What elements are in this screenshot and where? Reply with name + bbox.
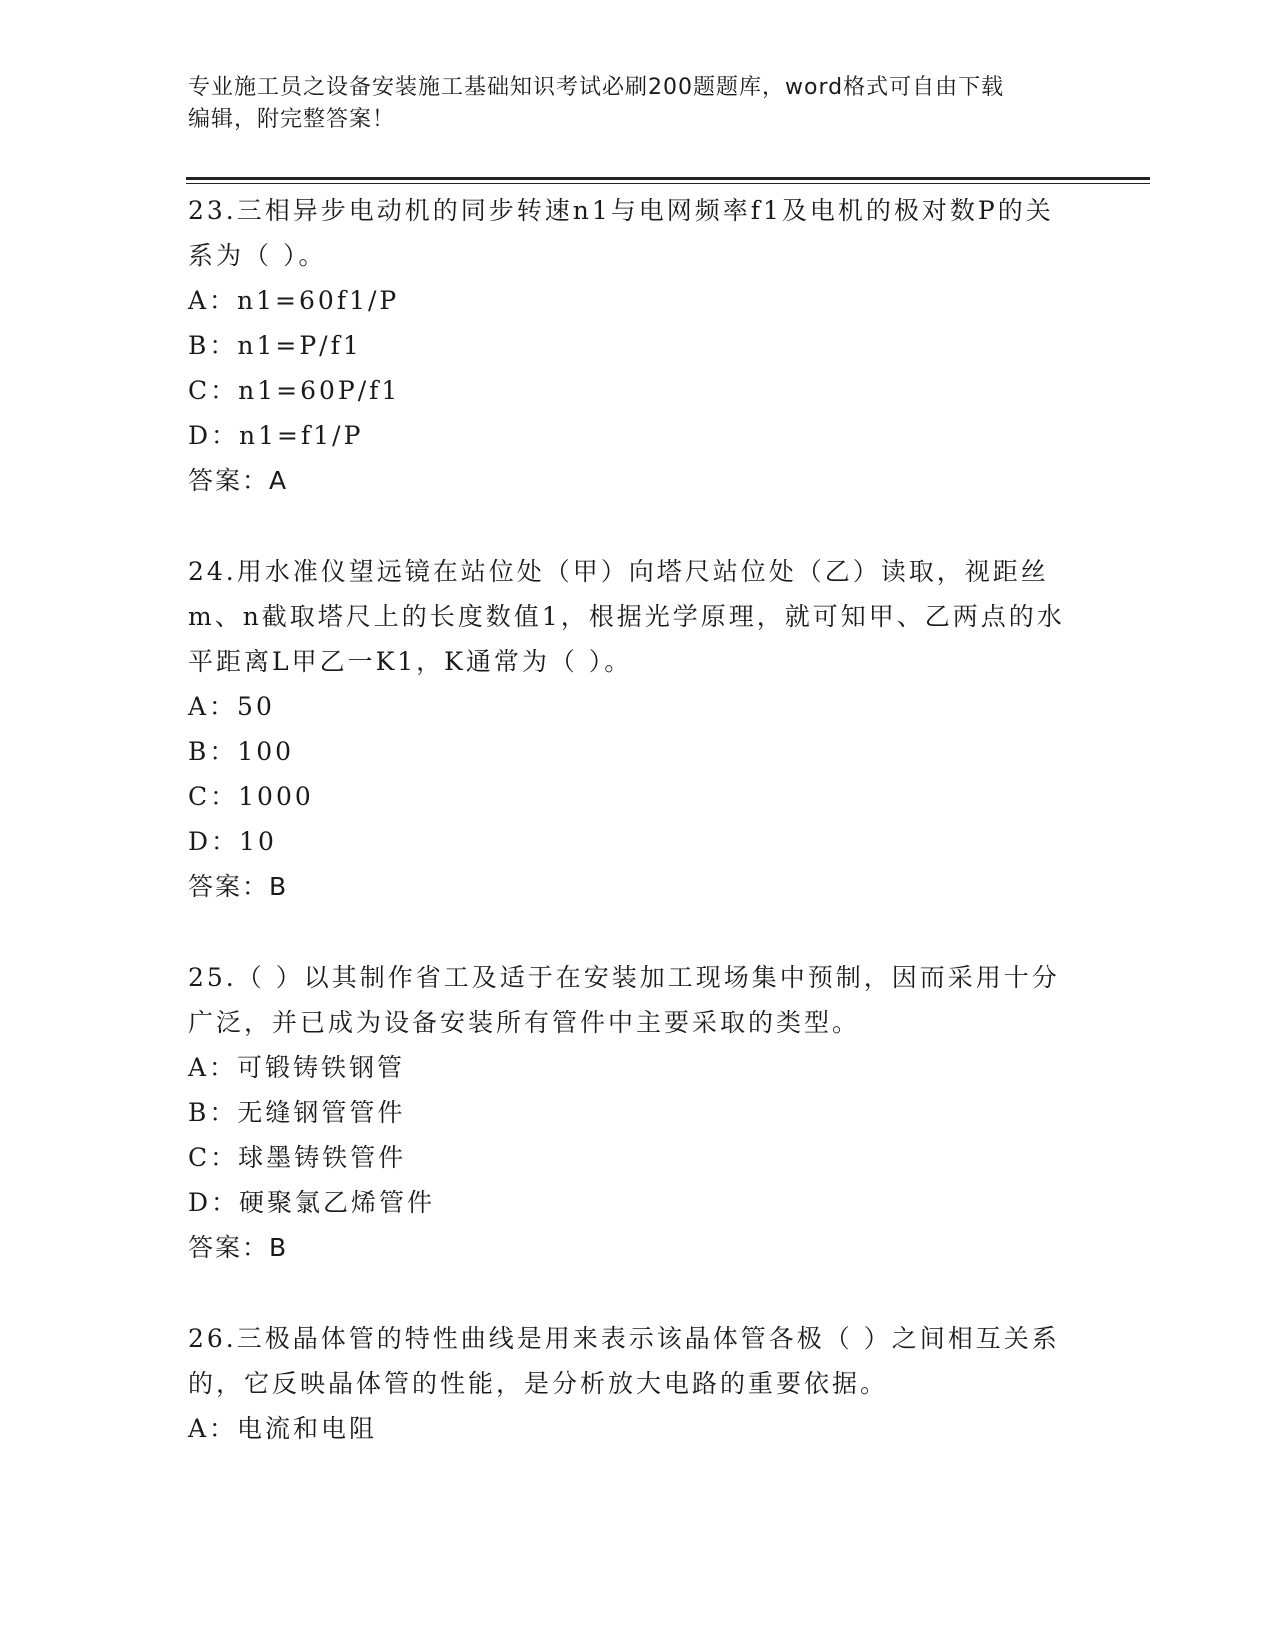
- option-c: C：1000: [188, 782, 314, 811]
- option-c: C：球墨铸铁管件: [188, 1143, 407, 1172]
- option-b: B：无缝钢管管件: [188, 1098, 406, 1127]
- question-23: [188, 188, 1078, 503]
- option-a: A：电流和电阻: [188, 1414, 378, 1443]
- header-divider-thick: [186, 177, 1150, 180]
- answer-line: 答案：B: [188, 1233, 289, 1262]
- document-header: [188, 72, 1068, 136]
- answer-line: 答案：B: [188, 872, 289, 901]
- option-b: B：100: [188, 737, 295, 766]
- question-stem: 26.三极晶体管的特性曲线是用来表示该晶体管各极（ ）之间相互关系的，它反映晶体管的性能，是分析放大电路的重要依据。: [188, 1324, 1060, 1398]
- question-stem: 24.用水准仪望远镜在站位处（甲）向塔尺站位处（乙）读取，视距丝m、n截取塔尺上的长度数值1，根据光学原理，就可知甲、乙两点的水平距离L甲乙一K1，K通常为（ ）。: [188, 557, 1065, 676]
- option-d: D：n1=f1/P: [188, 421, 364, 450]
- option-a: A：50: [188, 692, 275, 721]
- option-d: D：硬聚氯乙烯管件: [188, 1188, 436, 1217]
- option-a: A：n1=60f1/P: [188, 286, 400, 315]
- question-26: [188, 1316, 1078, 1451]
- option-d: D：10: [188, 827, 277, 856]
- question-25: [188, 955, 1078, 1270]
- header-title-line-2: 编辑，附完整答案！: [188, 107, 396, 132]
- header-divider-thin: [186, 183, 1150, 184]
- option-a: A：可锻铸铁钢管: [188, 1053, 406, 1082]
- question-stem: 25.（ ）以其制作省工及适于在安装加工现场集中预制，因而采用十分广泛，并已成为设备安装所有管件中主要采取的类型。: [188, 963, 1060, 1037]
- option-c: C：n1=60P/f1: [188, 376, 401, 405]
- question-stem: 23.三相异步电动机的同步转速n1与电网频率f1及电机的极对数P的关系为（ ）。: [188, 196, 1054, 270]
- header-title-line-1: 专业施工员之设备安装施工基础知识考试必刷200题题库，word格式可自由下载: [188, 75, 1005, 100]
- question-list: [188, 188, 1078, 1497]
- answer-line: 答案：A: [188, 466, 289, 495]
- question-24: [188, 549, 1078, 909]
- option-b: B：n1=P/f1: [188, 331, 362, 360]
